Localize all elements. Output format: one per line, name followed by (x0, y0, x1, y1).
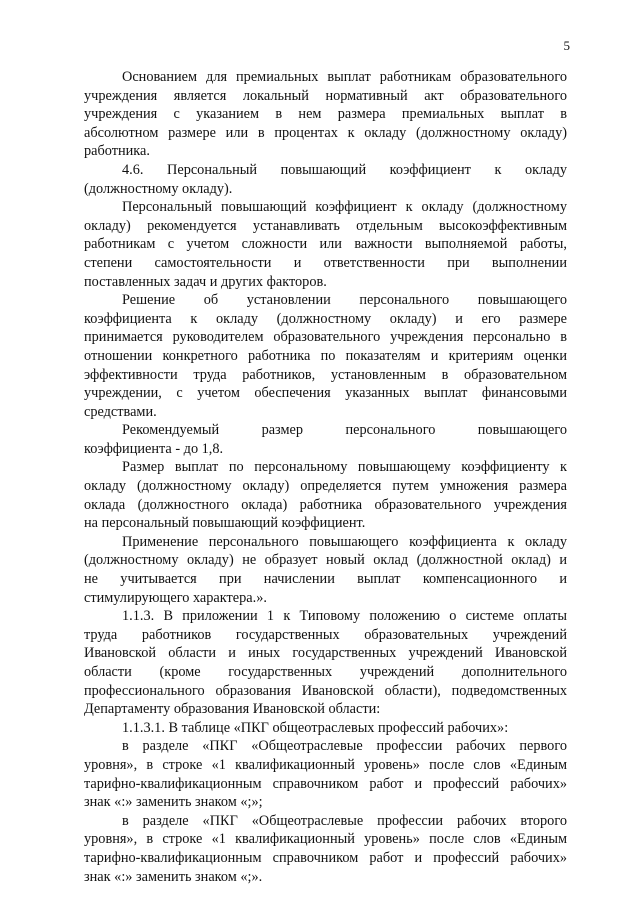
paragraph (84, 812, 567, 886)
text-line: (должностному окладу). (84, 180, 233, 197)
text-line: принимается руководителем образовательного учреждения персонально в (84, 329, 567, 346)
text-line: (должностному окладу) не образует новый оклад (должностной оклад) и (84, 552, 567, 569)
paragraph (84, 291, 567, 421)
text-line: оклада (должностного оклада) работника образовательного учреждения (84, 496, 567, 513)
text-line: учреждении, с учетом обеспечения указанных выплат финансовыми (84, 385, 567, 402)
text-line: в разделе «ПКГ «Общеотраслевые профессии рабочих первого (122, 738, 567, 755)
paragraph (84, 68, 567, 161)
text-line: Ивановской области и иных государственных учреждений Ивановской (84, 645, 567, 662)
text-line: труда работников государственных образовательных учреждений (84, 626, 567, 643)
text-line: работника. (84, 143, 150, 160)
text-line: Персональный повышающий коэффициент к окладу (должностному (122, 199, 567, 216)
text-line: в разделе «ПКГ «Общеотраслевые профессии рабочих второго (122, 812, 567, 829)
text-line: учреждения с указанием в нем размера премиальных выплат в (84, 106, 567, 123)
text-line: Основанием для премиальных выплат работникам образовательного (122, 69, 567, 85)
text-line: уровня», в строке «1 квалификационный уровень» после слов «Единым (84, 831, 567, 848)
text-line: эффективности труда работников, установленным в образовательном (84, 366, 567, 383)
paragraph (84, 533, 567, 607)
text-line: тарифно-квалификационным справочником работ и профессий рабочих» (84, 775, 567, 792)
text-line: работникам с учетом сложности или важности выполняемой работы, (84, 236, 567, 253)
paragraph (84, 607, 567, 719)
text-line: степени самостоятельности и ответственности при выполнении (84, 254, 567, 271)
paragraph (84, 161, 567, 198)
text-line: стимулирующего характера.». (84, 589, 267, 606)
paragraph (84, 737, 567, 811)
text-line: отношении конкретного работника по показателям и критериям оценки (84, 347, 567, 364)
text-line: Размер выплат по персональному повышающему коэффициенту к (122, 459, 567, 476)
text-line: 4.6. Персональный повышающий коэффициент к окладу (122, 161, 567, 178)
text-line: Рекомендуемый размер персонального повышающего (122, 422, 567, 439)
text-line: окладу) рекомендуется устанавливать отдельным высокоэффективным (84, 217, 567, 234)
text-line: абсолютном размере или в процентах к окладу (должностному окладу) (84, 124, 567, 141)
text-line: Решение об установлении персонального повышающего (122, 292, 567, 309)
text-line: тарифно-квалификационным справочником работ и профессий рабочих» (84, 849, 567, 866)
text-line: знак «:» заменить знаком «;»; (84, 794, 263, 811)
text-line: поставленных задач и других факторов. (84, 273, 327, 290)
paragraph (84, 719, 567, 738)
paragraph (84, 458, 567, 532)
text-line: знак «:» заменить знаком «;». (84, 868, 263, 885)
text-line: уровня», в строке «1 квалификационный уровень» после слов «Единым (84, 756, 567, 773)
text-line: коэффициента - до 1,8. (84, 440, 224, 457)
text-line: средствами. (84, 403, 157, 420)
text-line: 1.1.3. В приложении 1 к Типовому положению о системе оплаты (122, 608, 567, 625)
paragraph (84, 198, 567, 291)
text-line: окладу (должностному окладу) определяется путем умножения размера (84, 478, 567, 495)
text-line: 1.1.3.1. В таблице «ПКГ общеотраслевых профессий рабочих»: (122, 719, 509, 736)
text-line: на персональный повышающий коэффициент. (84, 515, 366, 532)
text-line: не учитывается при начислении выплат компенсационного и (84, 571, 567, 588)
text-line: области (кроме государственных учреждений дополнительного (84, 664, 567, 680)
page-number: 5 (563, 38, 570, 53)
document-body (84, 68, 567, 886)
text-line: Применение персонального повышающего коэффициента к окладу (122, 533, 567, 550)
text-line: Департаменту образования Ивановской области: (84, 701, 381, 718)
text-line: учреждения является локальный нормативный акт образовательного (84, 87, 567, 104)
paragraph (84, 421, 567, 458)
text-line: коэффициента к окладу (должностному окладу) и его размере (84, 310, 567, 327)
text-line: профессионального образования Ивановской области), подведомственных (84, 682, 567, 699)
